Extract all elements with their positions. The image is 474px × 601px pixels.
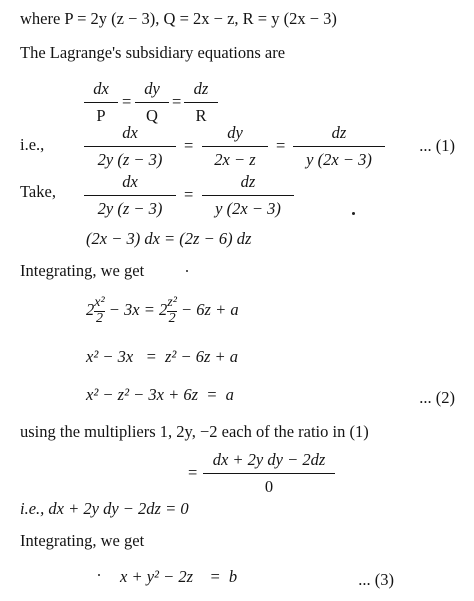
print-speck: [98, 574, 100, 576]
multipliers-line: using the multipliers 1, 2y, −2 each of the ratio in (1): [20, 422, 369, 441]
integrated-equation: 2 $\frac{\text{x²}}{2}$ − 3x = 2 $\frac{\text{z²}}{2}$ − 6z + a: [86, 295, 239, 326]
print-speck: [186, 270, 188, 272]
fraction-dz-r: dz R: [184, 79, 218, 126]
equation-tag-3: ... (3): [358, 570, 394, 589]
fraction-dx-p: dx P: [84, 79, 118, 126]
definitions-line: where P = 2y (z − 3), Q = 2x − z, R = y (2x − 3): [20, 9, 337, 28]
equals-sign: =: [122, 92, 132, 111]
ie-label: i.e.,: [20, 135, 45, 154]
fraction-dy-q: dy Q: [135, 79, 169, 126]
fraction-dx: dx 2y (z − 3): [84, 123, 176, 170]
equation-tag-2: ... (2): [419, 388, 455, 407]
fraction-x-squared-half: $\frac{\text{x²}}{2}$: [94, 295, 105, 326]
ie-result-line: i.e., dx + 2y dy − 2dz = 0: [20, 499, 189, 518]
lagrange-heading: The Lagrange's subsidiary equations are: [20, 43, 286, 62]
integrating-heading: Integrating, we get: [20, 261, 145, 280]
fraction-dx: dx 2y (z − 3): [84, 172, 176, 219]
equation-2-expression: x² − z² − 3x + 6z = a: [86, 385, 234, 404]
integrating-heading-2: Integrating, we get: [20, 531, 145, 550]
fraction-z-squared-half: $\frac{\text{z²}}{2}$: [167, 295, 177, 326]
equation-3-expression: x + y² − 2z = b: [120, 567, 238, 586]
simplified-equation: (2x − 3) dx = (2z − 6) dz: [86, 229, 252, 248]
result-equation-a: x² − 3x = z² − 6z + a: [86, 347, 239, 366]
equals-sign: =: [276, 136, 286, 155]
equals-sign: =: [188, 463, 198, 482]
fraction-dz: dz y (2x − 3): [202, 172, 294, 219]
fraction-dy: dy 2x − z: [202, 123, 268, 170]
equals-sign: =: [184, 185, 194, 204]
equals-sign: =: [172, 92, 182, 111]
print-speck: [352, 212, 355, 215]
take-label: Take,: [20, 182, 56, 201]
equals-sign: =: [184, 136, 194, 155]
equation-tag-1: ... (1): [419, 136, 455, 155]
fraction-dz: dz y (2x − 3): [293, 123, 385, 170]
fraction-combined: dx + 2y dy − 2dz 0: [203, 450, 335, 497]
